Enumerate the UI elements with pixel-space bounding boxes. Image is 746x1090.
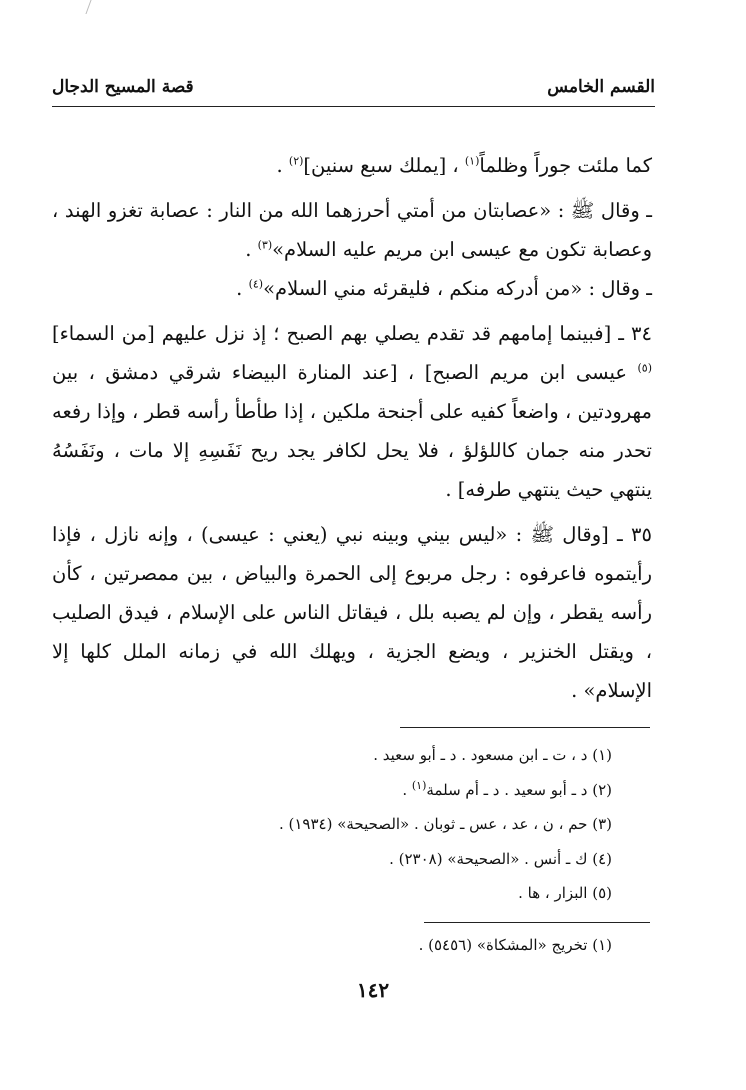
footnote-rule-secondary: [424, 922, 650, 923]
footnote-ref: (١): [464, 154, 480, 168]
footnote-ref: (٢): [288, 154, 304, 168]
main-text: [52, 146, 652, 710]
footnote-text: .: [402, 780, 412, 799]
footnote: [52, 876, 612, 911]
paragraph-text: .: [276, 154, 289, 177]
footnote-rule: [400, 727, 650, 728]
footnote-ref: (١): [411, 778, 427, 792]
paragraph: [52, 146, 652, 185]
scan-mark: [85, 0, 99, 14]
paragraph: [52, 515, 652, 710]
footnote-text: (٢) د ـ أبو سعيد . د ـ أم سلمة: [426, 780, 612, 799]
paragraph-text: .: [236, 277, 249, 300]
paragraph-text: ، [يملك سبع سنين]: [303, 154, 465, 177]
header-rule: [52, 106, 655, 107]
footnote-ref: (٤): [248, 277, 264, 291]
footnote: [52, 738, 612, 773]
footnote: [52, 773, 612, 808]
footnote-text: (٤) ك ـ أنس . «الصحيحة» (٢٣٠٨) .: [389, 849, 612, 868]
paragraph-text: كما ملئت جوراً وظلماً: [479, 154, 652, 177]
footnote: (١) تخريج «المشكاة» (٥٤٥٦) .: [418, 936, 612, 954]
footnote: [52, 842, 612, 877]
paragraph-text: ٣٤ ـ [فبينما إمامهم قد تقدم يصلي بهم الصبح ؛ إذ نزل عليهم [من السماء]: [52, 322, 652, 345]
running-header: [52, 72, 655, 102]
paragraph-text: عيسى ابن مريم الصبح] ، [عند المنارة البيضاء شرقي دمشق ، بين مهرودتين ، واضعاً كفيه على أجنحة ملكين ، إذا طأطأ رأسه قطر ، وإذا رفعه تحدر منه جمان كاللؤلؤ ، فلا يحل لكافر يجد ريح نَفَسِهِ إلا مات ، ونَفَسُهُ ينتهي حيث ينتهي طرفه] .: [52, 361, 652, 501]
footnote-text: (١) د ، ت ـ ابن مسعود . د ـ أبو سعيد .: [373, 746, 612, 764]
secondary-footnotes: [52, 928, 612, 962]
paragraph-text: ٣٥ ـ [وقال ﷺ : «ليس بيني وبينه نبي (يعني : عيسى) ، وإنه نازل ، فإذا رأيتموه فاعرفوه : رجل مربوع إلى الحمرة والبياض ، بين ممصرتين ، كأن رأسه يقطر ، وإن لم يصبه بلل ، فيقاتل الناس على الإسلام ، فيدق الصليب ، ويقتل الخنزير ، ويضع الجزية ، ويهلك الله في زمانه الملل كلها إلا الإسلام» .: [52, 523, 652, 702]
paragraph-text: ـ وقال ﷺ : «عصابتان من أمتي أحرزهما الله من النار : عصابة تغزو الهند ، وعصابة تكون مع عيسى ابن مريم عليه السلام»: [52, 199, 652, 261]
paragraph-text: .: [245, 238, 258, 261]
footnotes: [52, 738, 612, 911]
page-number: ١٤٢: [356, 978, 390, 1002]
footnote-text: (٣) حم ، ن ، عد ، عس ـ ثوبان . «الصحيحة» (١٩٣٤) .: [278, 815, 612, 833]
paragraph-text: ـ وقال : «من أدركه منكم ، فليقرئه مني السلام»: [263, 277, 652, 300]
footnote-ref: (٥): [637, 361, 652, 375]
paragraph: [52, 269, 652, 308]
paragraph: [52, 314, 652, 509]
footnote-ref: (٣): [257, 238, 273, 252]
footnote: [52, 807, 612, 842]
header-section: القسم الخامس: [547, 77, 655, 97]
footnote-text: (٥) البزار ، ها .: [518, 884, 612, 902]
header-title: قصة المسيح الدجال: [52, 77, 194, 97]
paragraph: [52, 191, 652, 269]
